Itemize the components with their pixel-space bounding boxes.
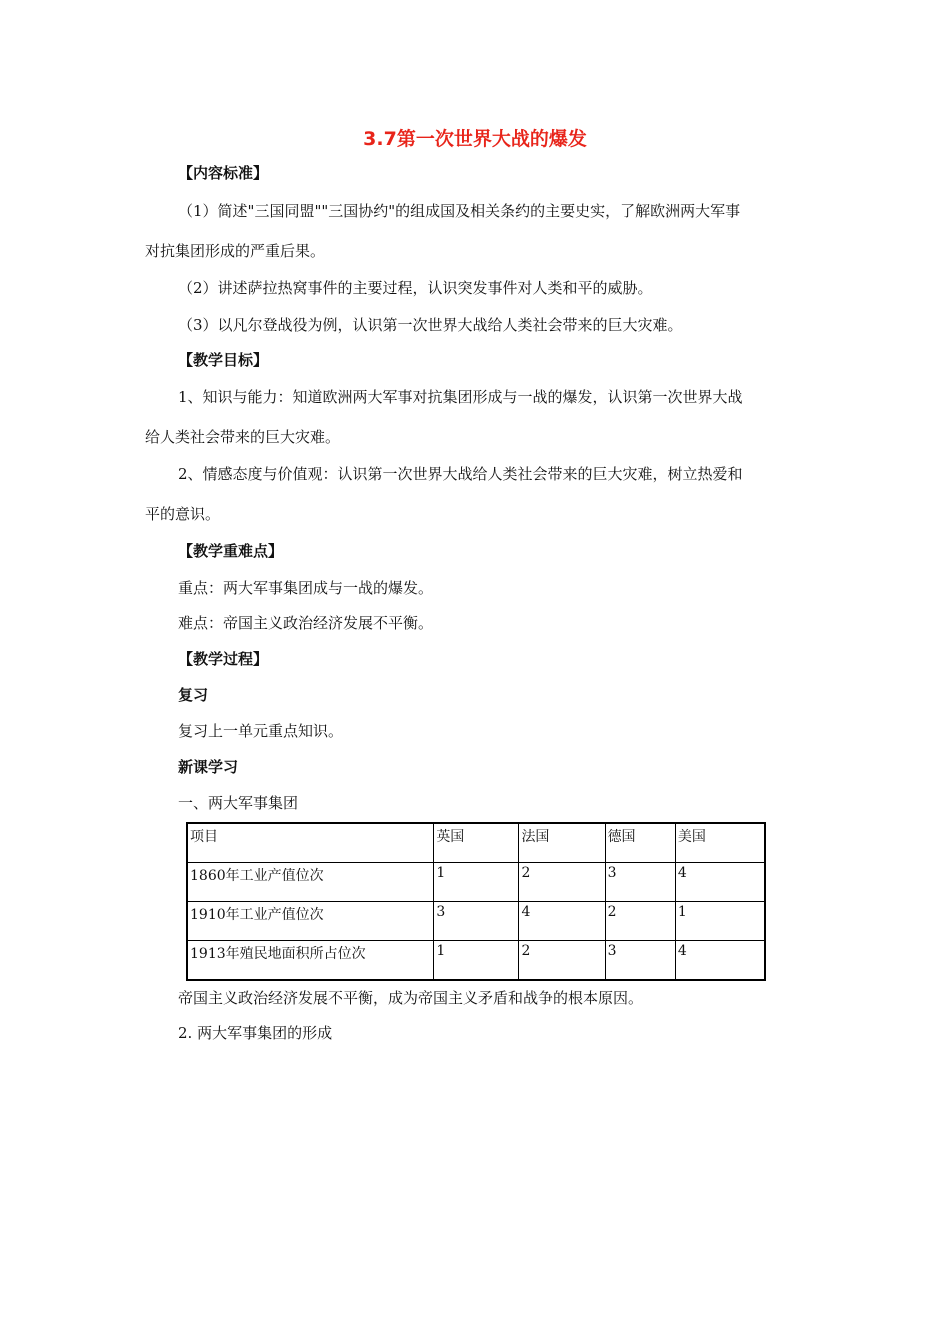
after-table-text: 帝国主义政治经济发展不平衡，成为帝国主义矛盾和战争的根本原因。 [178,989,644,1007]
review-text: 复习上一单元重点知识。 [178,722,344,740]
table-cell: 2 [605,902,675,941]
table-cell: 1 [434,941,519,981]
table-cell: 1 [434,863,519,902]
standard-item-2: （2）讲述萨拉热窝事件的主要过程，认识突发事件对人类和平的威胁。 [178,279,653,297]
goals-heading: 【教学目标】 [178,351,269,369]
standard-item-1-line2: 对抗集团形成的严重后果。 [145,242,326,260]
keypoints-heading: 【教学重难点】 [178,542,284,560]
page-title: 3.7第一次世界大战的爆发 [363,128,587,150]
table-cell: 3 [434,902,519,941]
table-cell: 4 [675,863,765,902]
key-point: 重点：两大军事集团成与一战的爆发。 [178,579,434,597]
industrial-ranking-table [186,822,766,981]
standard-item-1-line1: （1）简述"三国同盟""三国协约"的组成国及相关条约的主要史实，了解欧洲两大军事 [178,202,741,220]
goal-2-line1: 2、情感态度与价值观：认识第一次世界大战给人类社会带来的巨大灾难，树立热爱和 [178,465,743,483]
part-1-heading: 一、两大军事集团 [178,794,299,812]
goal-1-line1: 1、知识与能力：知道欧洲两大军事对抗集团形成与一战的爆发，认识第一次世界大战 [178,388,743,406]
table-header-cell: 美国 [675,823,765,863]
table-header-cell: 项目 [187,823,434,863]
table-cell: 3 [605,863,675,902]
table-cell: 2 [519,941,605,981]
standard-item-3: （3）以凡尔登战役为例，认识第一次世界大战给人类社会带来的巨大灾难。 [178,316,683,334]
process-heading: 【教学过程】 [178,650,269,668]
table-row [187,902,765,941]
part-2-heading: 2. 两大军事集团的形成 [178,1024,333,1042]
table-cell: 3 [605,941,675,981]
table-header-cell: 英国 [434,823,519,863]
table-cell: 4 [519,902,605,941]
new-lesson-heading: 新课学习 [178,758,239,776]
table-cell: 1 [675,902,765,941]
table-cell: 1860年工业产值位次 [187,863,434,902]
table-row [187,941,765,981]
table-row [187,863,765,902]
table-cell: 4 [675,941,765,981]
standard-heading: 【内容标准】 [178,164,269,182]
table-cell: 1910年工业产值位次 [187,902,434,941]
table-cell: 2 [519,863,605,902]
goal-2-line2: 平的意识。 [145,505,221,523]
table-header-cell: 法国 [519,823,605,863]
table-header-cell: 德国 [605,823,675,863]
review-heading: 复习 [178,686,209,704]
goal-1-line2: 给人类社会带来的巨大灾难。 [145,428,341,446]
table-header-row [187,823,765,863]
table-cell: 1913年殖民地面积所占位次 [187,941,434,981]
difficult-point: 难点：帝国主义政治经济发展不平衡。 [178,614,434,632]
